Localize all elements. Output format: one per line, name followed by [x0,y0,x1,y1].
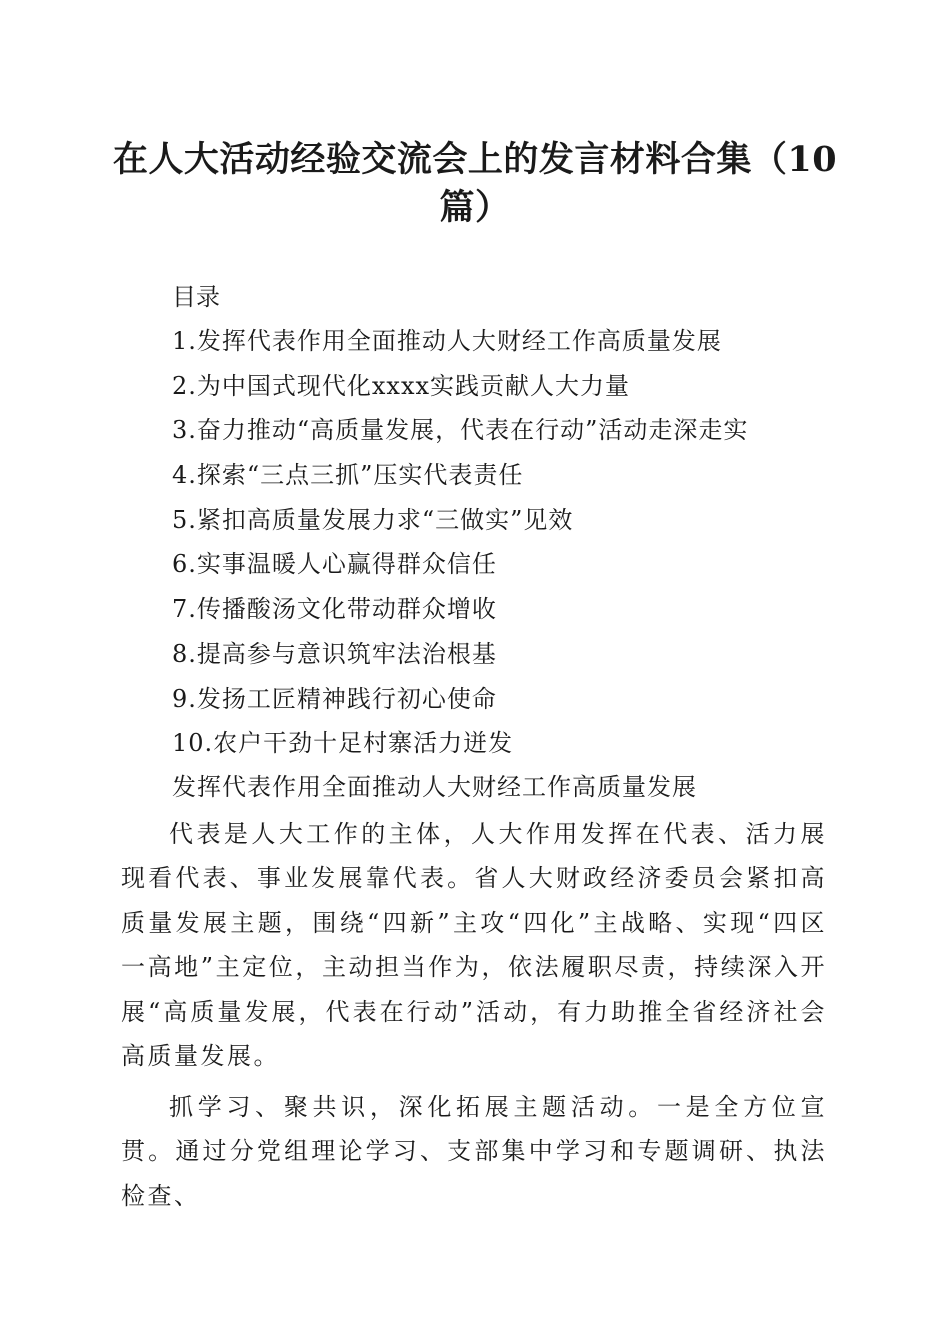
section-heading: 发挥代表作用全面推动人大财经工作高质量发展 [172,773,697,801]
body-paragraph: 抓学习、聚共识，深化拓展主题活动。一是全方位宣贯。通过分党组理论学习、支部集中学习和专题调研、执法检查、 [121,1093,827,1210]
toc-item: 10.农户干劲十足村寨活力迸发 [172,729,514,758]
toc-item: 1.发挥代表作用全面推动人大财经工作高质量发展 [172,327,722,355]
toc-item: 4.探索“三点三抓”压实代表责任 [172,461,524,490]
toc-item: 7.传播酸汤文化带动群众增收 [172,595,497,624]
toc-heading: 目录 [172,283,220,311]
document-title: 在人大活动经验交流会上的发言材料合集（10篇） [112,139,838,228]
body-paragraph: 代表是人大工作的主体，人大作用发挥在代表、活力展现看代表、事业发展靠代表。省人大财政经济委员会紧扣高质量发展主题，围绕“四新”主攻“四化”主战略、实现“四区一高地”主定位，主动担当作为，依法履职尽责，持续深入开展“高质量发展，代表在行动”活动，有力助推全省经济社会高质量发展。 [121,820,827,1071]
table-of-contents [172,326,748,773]
toc-item: 3.奋力推动“高质量发展，代表在行动”活动走深走实 [172,416,749,445]
toc-item: 6.实事温暖人心赢得群众信任 [172,550,497,579]
toc-item: 5.紧扣高质量发展力求“三做实”见效 [172,505,574,534]
toc-item: 9.发扬工匠精神践行初心使命 [172,684,497,713]
toc-item: 8.提高参与意识筑牢法治根基 [172,639,497,668]
toc-item: 2.为中国式现代化xxxx实践贡献人大力量 [172,371,631,400]
